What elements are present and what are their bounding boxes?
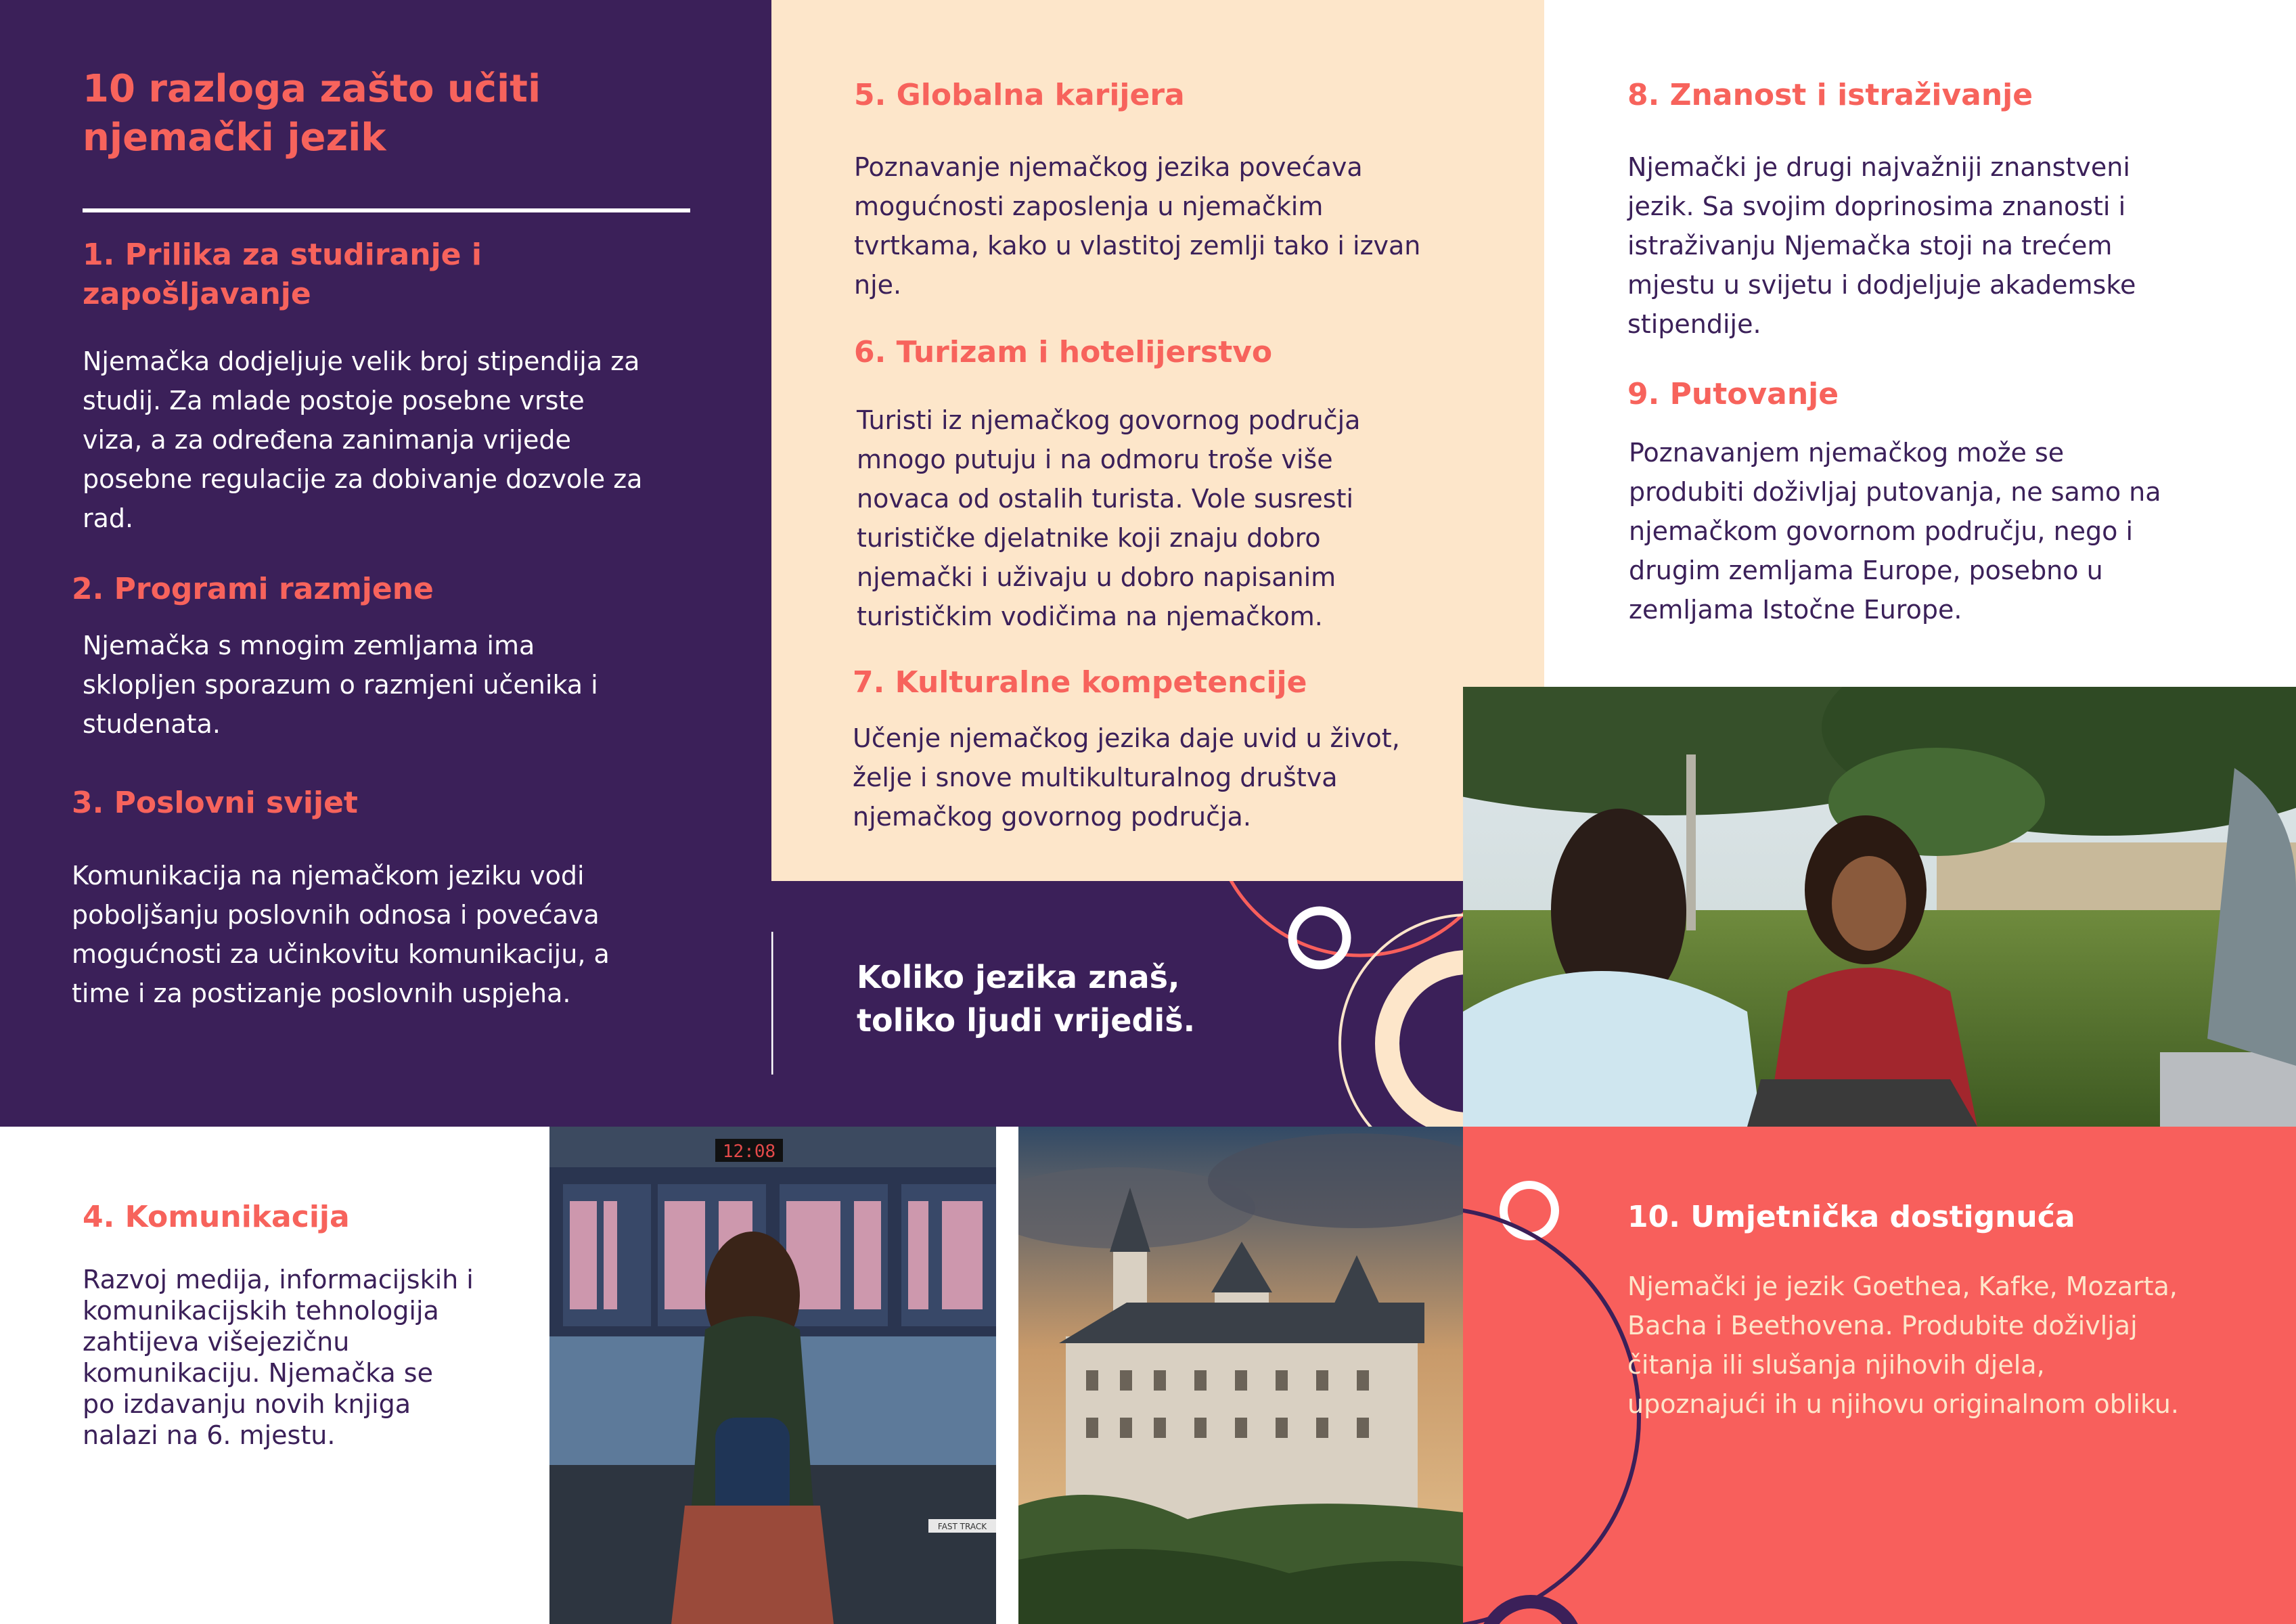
students-photo bbox=[1463, 687, 2296, 1127]
airport-photo bbox=[549, 1127, 996, 1624]
section-9-text: Poznavanjem njemačkog može se produbiti doživljaj putovanja, ne samo na njemačkom govornom području, nego i drugim zemljama Europe, posebno u zemljama Istočne Europe. bbox=[1629, 438, 2161, 625]
section-7-text: Učenje njemačkog jezika daje uvid u život, želje i snove multikulturalnog društva njemačkog govornog područja. bbox=[853, 723, 1400, 832]
section-2-title: 2. Programi razmjene bbox=[72, 572, 434, 606]
section-4-text: Razvoj medija, informacijskih i komunikacijskih tehnologija zahtijeva višejezičnu komunikaciju. Njemačka se po izdavanju novih knjiga nalazi na 6. mjestu. bbox=[83, 1265, 474, 1450]
castle-photo bbox=[1018, 1127, 1463, 1624]
section-5-text: Poznavanje njemačkog jezika povećava mogućnosti zaposlenja u njemačkim tvrtkama, kako u vlastitoj zemlji tako i izvan nje. bbox=[854, 152, 1421, 300]
section-3-text: Komunikacija na njemačkom jeziku vodi poboljšanju poslovnih odnosa i povećava mogućnosti za učinkovitu komunikaciju, a time i za postizanje poslovnih uspjeha. bbox=[72, 861, 610, 1008]
section-2-text: Njemačka s mnogim zemljama ima sklopljen sporazum o razmjeni učenika i studenata. bbox=[83, 631, 598, 739]
section-4-title: 4. Komunikacija bbox=[83, 1200, 350, 1234]
quote-text: Koliko jezika znaš, toliko ljudi vrijediš. bbox=[857, 959, 1196, 1039]
fast-track-sign: FAST TRACK bbox=[937, 1522, 987, 1531]
title-divider bbox=[83, 208, 690, 212]
section-8-title: 8. Znanost i istraživanje bbox=[1627, 78, 2033, 112]
section-6-title: 6. Turizam i hotelijerstvo bbox=[854, 335, 1273, 369]
decor-ring-bottom bbox=[1485, 1602, 1577, 1624]
decor-ring-small bbox=[1504, 1185, 1555, 1236]
section-10-title: 10. Umjetnička dostignuća bbox=[1627, 1200, 2075, 1234]
section-3-title: 3. Poslovni svijet bbox=[72, 786, 358, 820]
decor-ring-large bbox=[1463, 1208, 1639, 1624]
section-9-title: 9. Putovanje bbox=[1627, 377, 1839, 411]
board-clock: 12:08 bbox=[722, 1142, 776, 1162]
section-8-text: Njemački je drugi najvažniji znanstveni jezik. Sa svojim doprinosima znanosti i istraživanju Njemačka stoji na trećem mjestu u svijetu i dodjeljuje akademske stipendije. bbox=[1627, 152, 2136, 339]
section-5-title: 5. Globalna karijera bbox=[854, 78, 1185, 112]
main-title: 10 razloga zašto učiti njemački jezik bbox=[83, 67, 541, 160]
section-10-text: Njemački je jezik Goethea, Kafke, Mozarta, Bacha i Beethovena. Produbite doživljaj čitanja ili slušanja njihovih djela, upoznajući ih u njihovu originalnom obliku. bbox=[1627, 1271, 2179, 1419]
section-6-text: Turisti iz njemačkog govornog područja mnogo putuju i na odmoru troše više novaca od ostalih turista. Vole susresti turističke djelatnike koji znaju dobro njemački i uživaju u dobro napisanim turističkim vodičima na njemačkom. bbox=[857, 405, 1361, 631]
section-1-text: Njemačka dodjeljuje velik broj stipendija za studij. Za mlade postoje posebne vrste viza, a za određena zanimanja vrijede posebne regulacije za dobivanje dozvole za rad. bbox=[83, 346, 643, 533]
section-1-title: 1. Prilika za studiranje i zapošljavanje bbox=[83, 238, 482, 311]
section-7-title: 7. Kulturalne kompetencije bbox=[853, 665, 1307, 700]
